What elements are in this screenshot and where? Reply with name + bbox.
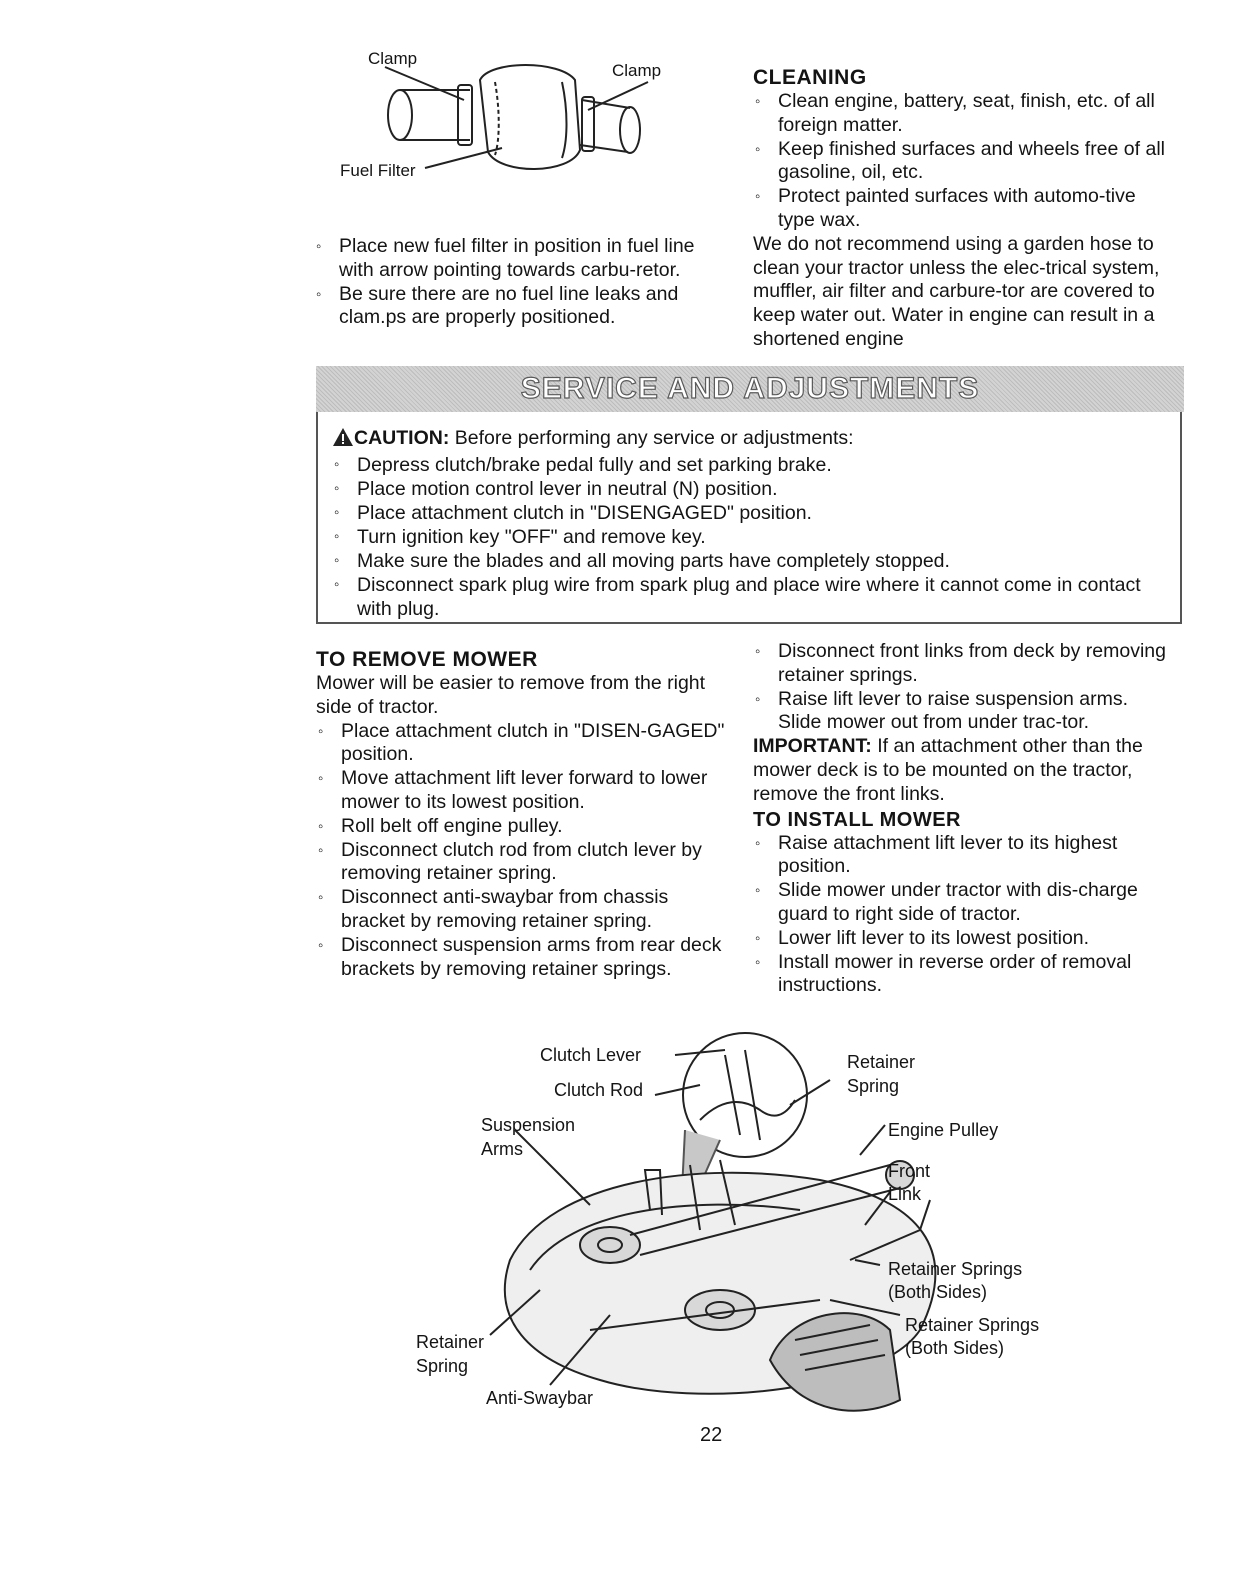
caution-box bbox=[316, 412, 1182, 624]
warning-triangle-icon bbox=[332, 427, 354, 453]
list-item: ◦ Be sure there are no fuel line leaks and clam.ps are properly positioned. bbox=[314, 283, 734, 331]
list-item: ◦ Turn ignition key "OFF" and remove key. bbox=[332, 525, 1168, 549]
list-item: ◦ Disconnect front links from deck by removing retainer springs. bbox=[753, 640, 1168, 688]
list-item: ◦ Clean engine, battery, seat, finish, etc. of all foreign matter. bbox=[753, 90, 1173, 138]
list-item: ◦ Place attachment clutch in "DISENGAGED" position. bbox=[332, 501, 1168, 525]
list-item: ◦ Disconnect spark plug wire from spark plug and place wire where it cannot come in contact with plug. bbox=[332, 573, 1168, 621]
list-item: ◦ Place motion control lever in neutral (N) position. bbox=[332, 477, 1168, 501]
remove-mower-intro: Mower will be easier to remove from the right side of tractor. bbox=[316, 672, 706, 718]
list-item: ◦ Disconnect suspension arms from rear deck brackets by removing retainer springs. bbox=[316, 934, 726, 982]
important-text: If an attachment other than the mower deck is to be mounted on the tractor, remove the front links. bbox=[753, 735, 1143, 805]
caution-intro: Before performing any service or adjustments: bbox=[454, 427, 854, 449]
suspension-arms-label: Suspension bbox=[481, 1115, 576, 1135]
fuel-steps bbox=[314, 235, 734, 330]
fuel-filter-label: Fuel Filter bbox=[340, 161, 416, 180]
anti-swaybar-label: Anti-Swaybar bbox=[486, 1388, 594, 1408]
list-item: ◦ Make sure the blades and all moving parts have completely stopped. bbox=[332, 549, 1168, 573]
caution-line bbox=[332, 426, 1168, 453]
remove-mower-heading: TO REMOVE MOWER bbox=[316, 648, 538, 671]
list-item: ◦ Keep finished surfaces and wheels free of all gasoline, oil, etc. bbox=[753, 138, 1173, 186]
list-item: ◦ Protect painted surfaces with automo-tive type wax. bbox=[753, 185, 1173, 233]
list-item: ◦ Disconnect clutch rod from clutch lever by removing retainer spring. bbox=[316, 839, 726, 887]
install-mower-heading: TO INSTALL MOWER bbox=[753, 808, 961, 831]
retainer-spring-top-label-2: Spring bbox=[847, 1076, 900, 1096]
retainer-spring-left-label-2: Spring bbox=[416, 1356, 469, 1376]
list-item: ◦ Install mower in reverse order of removal instructions. bbox=[753, 951, 1168, 999]
retainer-springs-a-label: Retainer Springs bbox=[888, 1259, 1023, 1279]
important-label: IMPORTANT: bbox=[753, 735, 872, 758]
clutch-rod-label: Clutch Rod bbox=[554, 1080, 644, 1100]
cleaning-paragraph: We do not recommend using a garden hose to clean your tractor unless the elec-trical system, muffler, air filter and carbure-tor are covered to keep water out. Water in engine can result in a shortened engine bbox=[753, 232, 1160, 350]
clutch-lever-label: Clutch Lever bbox=[540, 1045, 642, 1065]
mower-deck-drawing bbox=[400, 1030, 1100, 1430]
cleaning-section bbox=[753, 66, 1173, 352]
section-banner bbox=[316, 366, 1184, 412]
engine-pulley-label: Engine Pulley bbox=[888, 1120, 999, 1140]
list-item: ◦ Place new fuel filter in position in fuel line with arrow pointing towards carbu-retor. bbox=[314, 235, 734, 283]
remove-mower-continued bbox=[753, 640, 1168, 998]
fuel-filter-figure bbox=[330, 40, 700, 220]
page-number: 22 bbox=[700, 1424, 723, 1446]
list-item: ◦ Place attachment clutch in "DISEN-GAGED" position. bbox=[316, 720, 726, 768]
front-link-label-2: Link bbox=[888, 1184, 922, 1204]
list-item: ◦ Raise lift lever to raise suspension arms. Slide mower out from under trac-tor. bbox=[753, 688, 1168, 736]
retainer-springs-b-label-2: (Both Sides) bbox=[905, 1338, 1005, 1358]
retainer-springs-a-label-2: (Both Sides) bbox=[888, 1282, 988, 1302]
retainer-springs-b-label: Retainer Springs bbox=[905, 1315, 1040, 1335]
list-item: ◦ Disconnect anti-swaybar from chassis bracket by removing retainer spring. bbox=[316, 886, 726, 934]
caution-label: CAUTION: bbox=[354, 427, 450, 449]
retainer-spring-top-label: Retainer bbox=[847, 1052, 916, 1072]
list-item: ◦ Roll belt off engine pulley. bbox=[316, 815, 726, 839]
mower-deck-figure bbox=[400, 1030, 1100, 1430]
banner-title: SERVICE AND ADJUSTMENTS bbox=[520, 372, 980, 405]
important-note bbox=[753, 735, 1168, 806]
cleaning-heading: CLEANING bbox=[753, 66, 867, 89]
list-item: ◦ Slide mower under tractor with dis-charge guard to right side of tractor. bbox=[753, 879, 1168, 927]
retainer-spring-left-label: Retainer bbox=[416, 1332, 485, 1352]
clamp-right-label: Clamp bbox=[612, 61, 662, 80]
list-item: ◦ Depress clutch/brake pedal fully and set parking brake. bbox=[332, 453, 1168, 477]
clamp-left-label: Clamp bbox=[368, 49, 418, 68]
front-link-label: Front bbox=[888, 1161, 931, 1181]
list-item: ◦ Raise attachment lift lever to its highest position. bbox=[753, 832, 1168, 880]
suspension-arms-label-2: Arms bbox=[481, 1139, 523, 1159]
list-item: ◦ Lower lift lever to its lowest position. bbox=[753, 927, 1168, 951]
list-item: ◦ Move attachment lift lever forward to lower mower to its lowest position. bbox=[316, 767, 726, 815]
remove-mower-section bbox=[316, 648, 726, 981]
